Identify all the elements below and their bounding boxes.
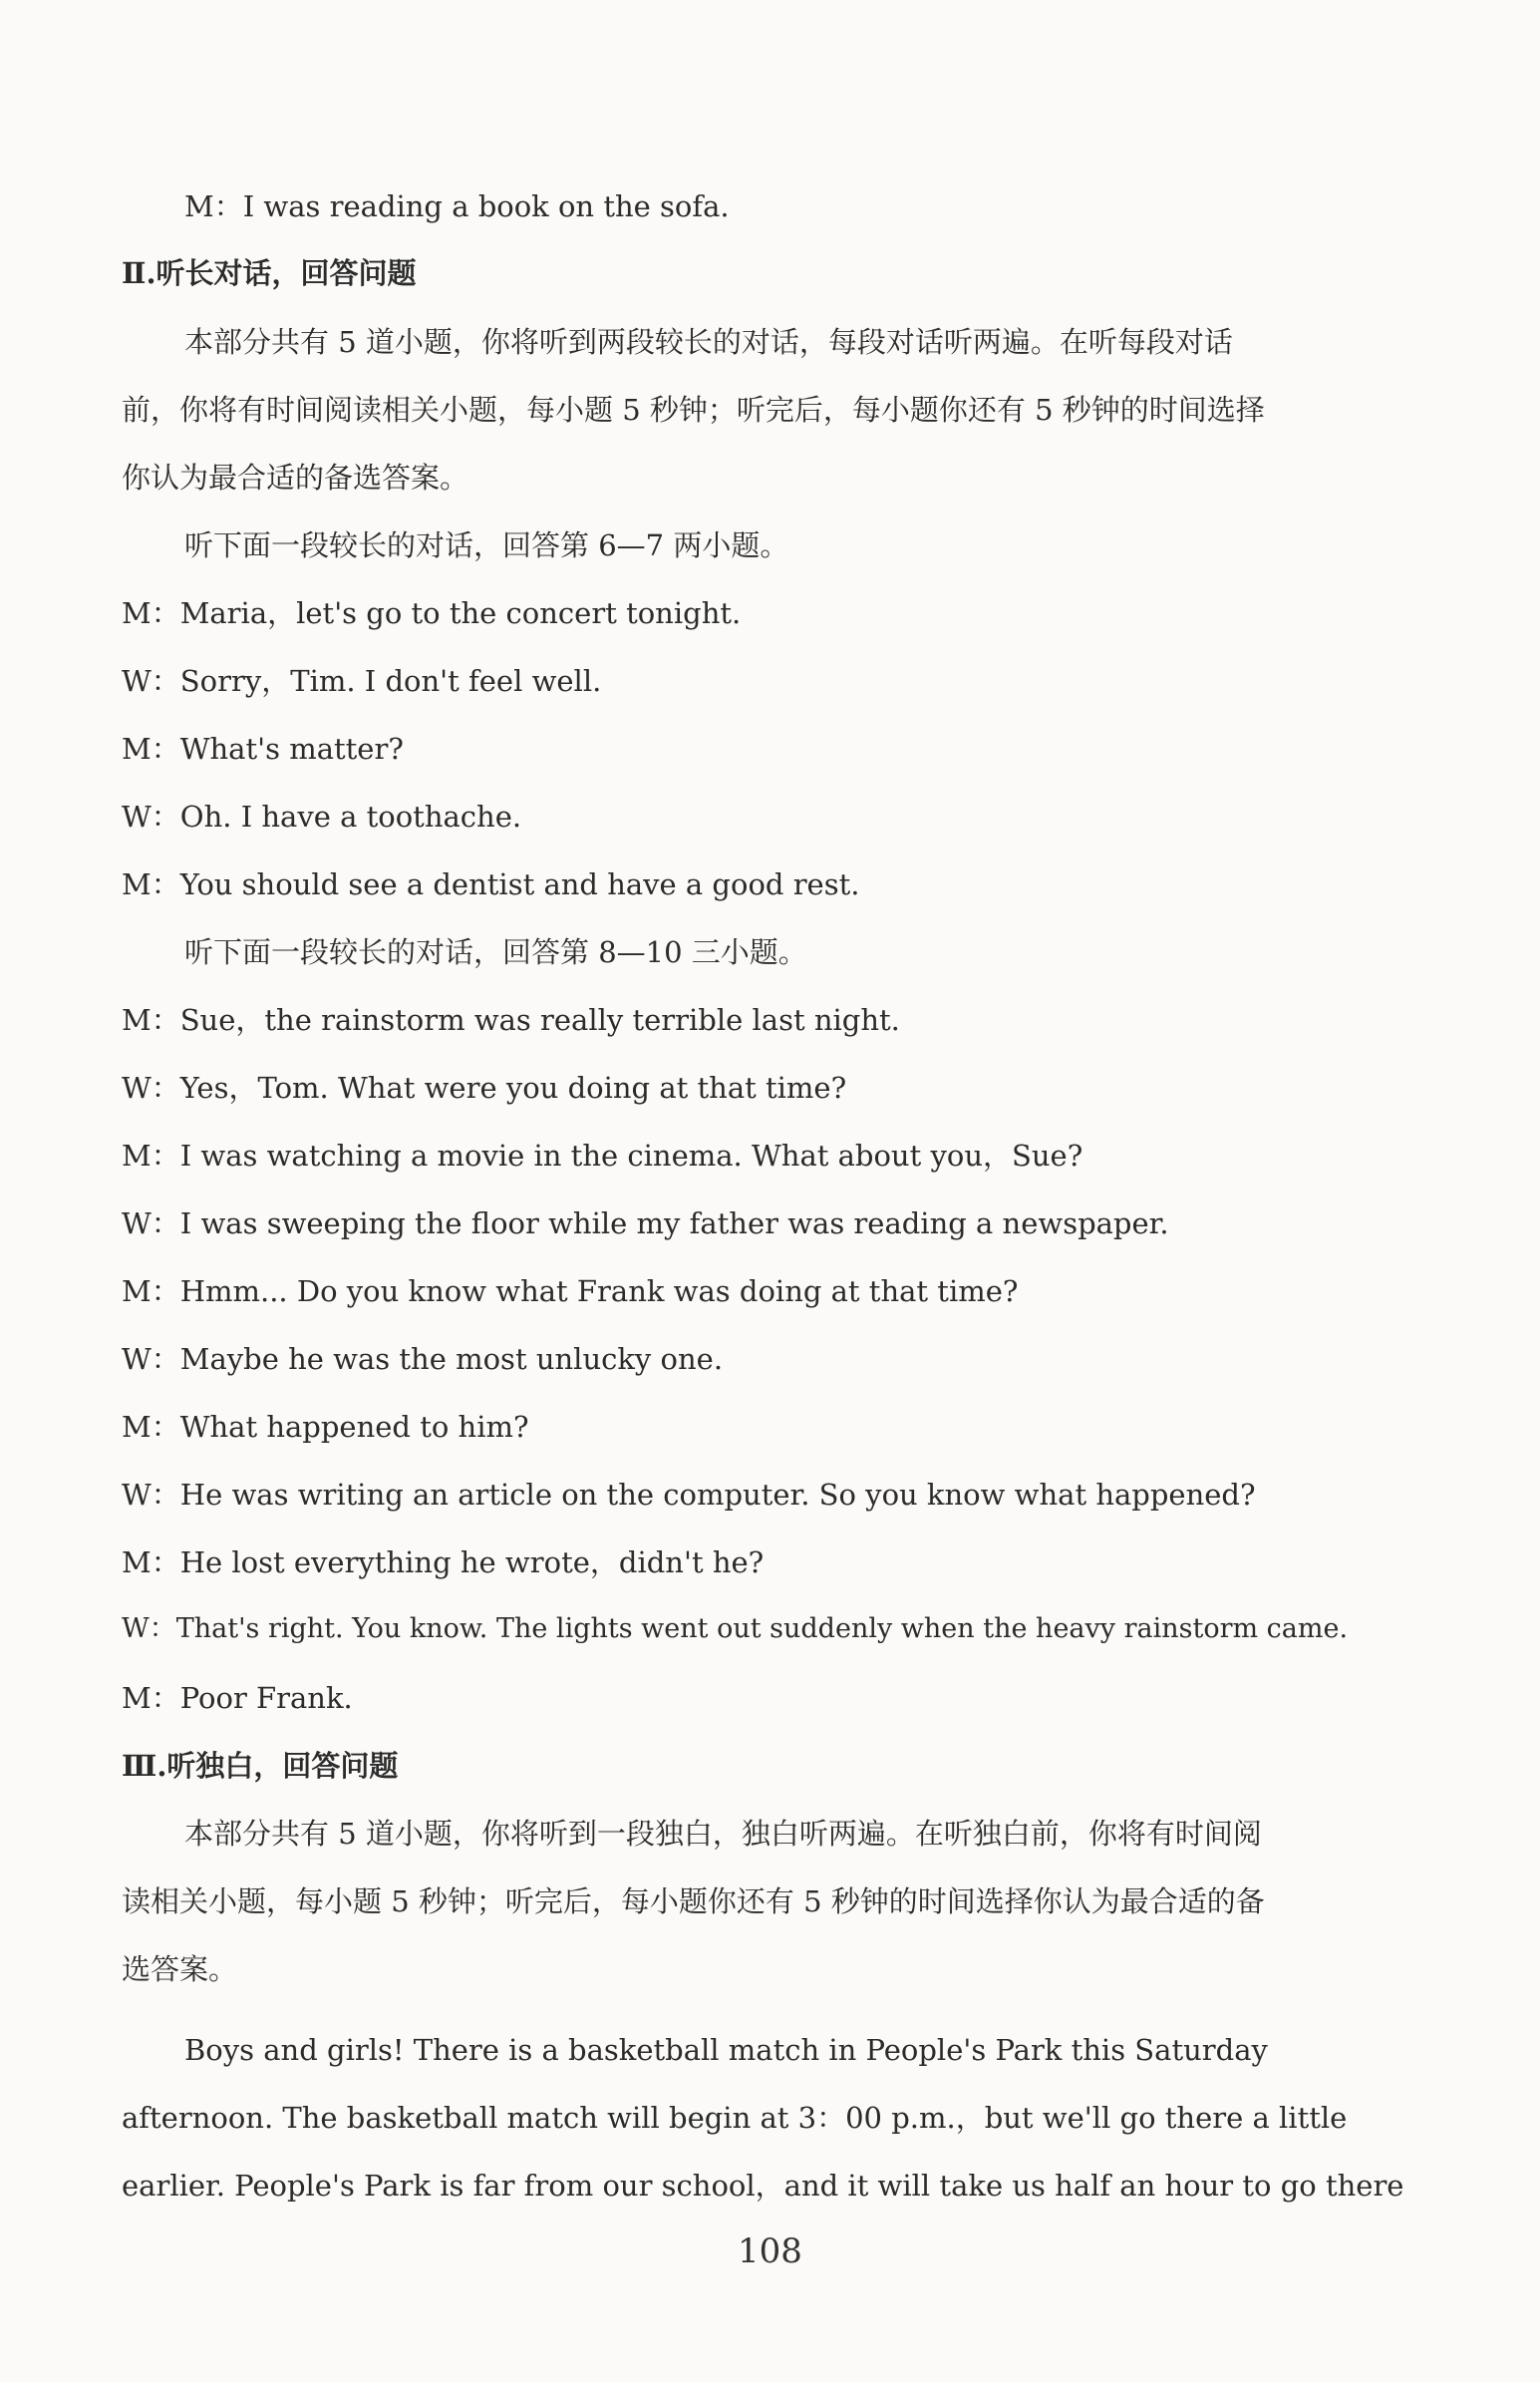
dialogue-line: M：I was watching a movie in the cinema. What about you，Sue?: [122, 1139, 1083, 1173]
instruction-text: 前，你将有时间阅读相关小题，每小题 5 秒钟；听完后，每小题你还有 5 秒钟的时间选择: [122, 393, 1265, 427]
dialogue-line: W：I was sweeping the floor while my father was reading a newspaper.: [122, 1206, 1169, 1240]
dialogue-line: M：He lost everything he wrote，didn't he?: [122, 1545, 765, 1579]
dialogue-line: W：Yes，Tom. What were you doing at that time?: [122, 1071, 847, 1105]
dialogue-line: W：Sorry，Tim. I don't feel well.: [122, 664, 602, 698]
instruction-text: 本部分共有 5 道小题，你将听到两段较长的对话，每段对话听两遍。在听每段对话: [184, 325, 1233, 359]
dialogue-line: M：I was reading a book on the sofa.: [184, 189, 730, 223]
dialogue-line: M：You should see a dentist and have a good rest.: [122, 867, 860, 901]
subsection-instruction: 听下面一段较长的对话，回答第 6—7 两小题。: [184, 528, 789, 562]
dialogue-line: M：Maria，let's go to the concert tonight.: [122, 596, 742, 630]
dialogue-line: W：He was writing an article on the computer. So you know what happened?: [122, 1478, 1256, 1512]
dialogue-line: M：Hmm... Do you know what Frank was doing at that time?: [122, 1274, 1019, 1308]
dialogue-line: W：That's right. You know. The lights went out suddenly when the heavy rainstorm came.: [122, 1613, 1349, 1644]
monologue-text: Boys and girls! There is a basketball match in People's Park this Saturday: [184, 2033, 1268, 2067]
dialogue-line: W：Maybe he was the most unlucky one.: [122, 1342, 724, 1376]
monologue-text: earlier. People's Park is far from our school，and it will take us half an hour to go there: [122, 2169, 1404, 2203]
dialogue-line: W：Oh. I have a toothache.: [122, 800, 522, 834]
instruction-text: 选答案。: [122, 1952, 238, 1986]
dialogue-line: M：What happened to him?: [122, 1410, 529, 1444]
instruction-text: 读相关小题，每小题 5 秒钟；听完后，每小题你还有 5 秒钟的时间选择你认为最合适的备: [122, 1884, 1265, 1918]
subsection-instruction: 听下面一段较长的对话，回答第 8—10 三小题。: [184, 935, 807, 969]
instruction-text: 本部分共有 5 道小题，你将听到一段独白，独白听两遍。在听独白前，你将有时间阅: [184, 1817, 1262, 1851]
instruction-text: 你认为最合适的备选答案。: [122, 461, 469, 495]
monologue-text: afternoon. The basketball match will begin at 3：00 p.m.，but we'll go there a little: [122, 2101, 1348, 2135]
dialogue-line: M：Poor Frank.: [122, 1681, 353, 1715]
page-number: 108: [738, 2231, 802, 2271]
section-heading: Ⅲ.听独白，回答问题: [122, 1749, 399, 1783]
section-heading: Ⅱ.听长对话，回答问题: [122, 256, 417, 290]
dialogue-line: M：What's matter?: [122, 732, 404, 766]
dialogue-line: M：Sue，the rainstorm was really terrible last night.: [122, 1003, 900, 1037]
